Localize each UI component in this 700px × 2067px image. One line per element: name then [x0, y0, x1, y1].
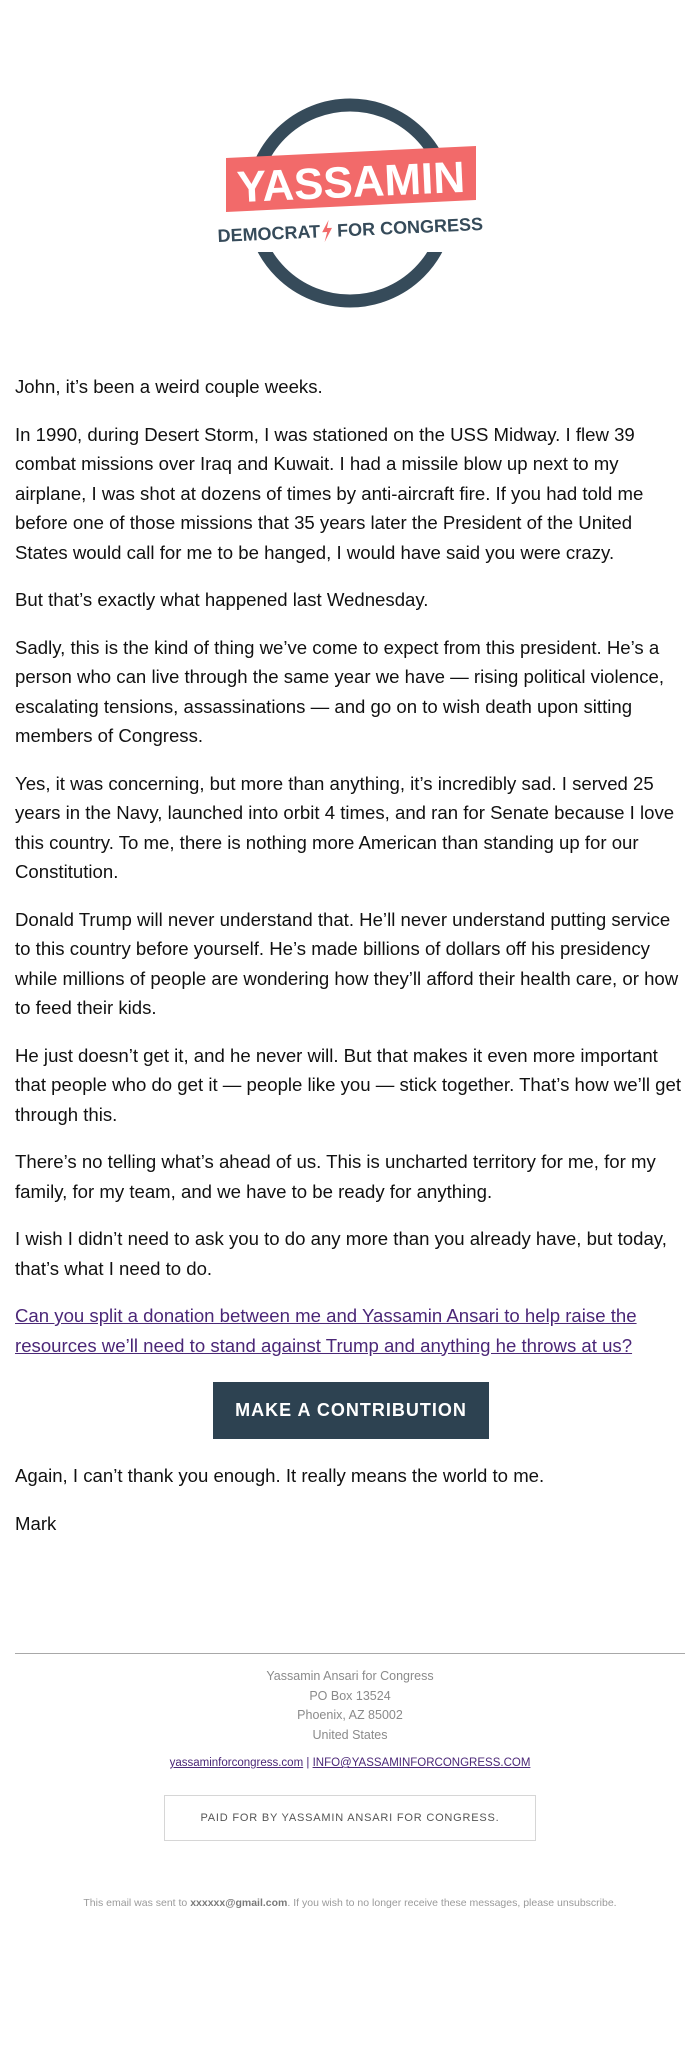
body-paragraph: In 1990, during Desert Storm, I was stationed on the USS Midway. I flew 39 combat missions over Iraq and Kuwait. I had a missile blow up next to my airplane, I was shot at dozens of times by anti-aircraft fire. If you had told me before one of those missions that 35 years later the President of the United States would call for me to be hanged, I would have said you were crazy.	[15, 423, 644, 563]
website-link[interactable]: yassaminforcongress.com	[169, 1757, 304, 1769]
campaign-logo	[210, 88, 490, 318]
body-paragraph: He just doesn’t get it, and he never will. But that makes it even more important that people who do get it — people like you — stick together. That’s how we’ll get through this.	[15, 1044, 681, 1125]
address-line-2: Phoenix, AZ 85002	[297, 1708, 403, 1722]
signature: Mark	[15, 1512, 57, 1534]
footer-links	[15, 1757, 685, 1769]
body-paragraph: There’s no telling what’s ahead of us. This is uncharted territory for me, for my family, for my team, and we have to be ready for anything.	[15, 1151, 656, 1202]
donation-ask-link[interactable]: Can you split a donation between me and Yassamin Ansari to help raise the resources we’ll need to stand against Trump and anything he throws at us?	[15, 1305, 637, 1356]
header-logo-area	[0, 0, 700, 360]
unsub-prefix: This email was sent to	[83, 1897, 191, 1909]
paid-for-disclaimer: PAID FOR BY YASSAMIN ANSARI FOR CONGRESS.	[164, 1795, 536, 1841]
body-paragraph: I wish I didn’t need to ask you to do any more than you already have, but today, that’s what I need to do.	[15, 1228, 667, 1279]
email-link[interactable]: INFO@YASSAMINFORCONGRESS.COM	[312, 1757, 531, 1769]
mailing-address	[15, 1667, 685, 1745]
email-body	[15, 372, 687, 1556]
link-separator: |	[306, 1757, 310, 1769]
logo-office: FOR CONGRESS	[336, 213, 484, 241]
body-paragraph: But that’s exactly what happened last Wednesday.	[15, 589, 429, 610]
email-footer	[15, 1653, 685, 1909]
body-paragraph: Donald Trump will never understand that. He’ll never understand putting service to this country before yourself. He’s made billions of dollars off his presidency while millions of people are wondering how they’ll afford their health care, or how to feed their kids.	[15, 908, 679, 1018]
closing-paragraph: Again, I can’t thank you enough. It really means the world to me.	[15, 1465, 545, 1486]
logo-name: YASSAMIN	[235, 152, 467, 213]
make-contribution-button[interactable]: MAKE A CONTRIBUTION	[213, 1382, 489, 1439]
contribution-button-row	[15, 1382, 687, 1439]
recipient-email: xxxxxx@gmail.com	[190, 1897, 288, 1909]
body-paragraph: Yes, it was concerning, but more than anything, it’s incredibly sad. I served 25 years in the Navy, launched into orbit 4 times, and ran for Senate because I love this country. To me, there is nothing more American than standing up for our Constitution.	[15, 772, 675, 882]
greeting-paragraph: John, it’s been a weird couple weeks.	[15, 376, 323, 397]
address-line-1: PO Box 13524	[309, 1688, 391, 1703]
unsub-suffix[interactable]: . If you wish to no longer receive these messages, please unsubscribe.	[287, 1897, 617, 1909]
body-paragraph: Sadly, this is the kind of thing we’ve come to expect from this president. He’s a person who can live through the same year we have — rising political violence, escalating tensions, assassinations — and go on to wish death upon sitting members of Congress.	[15, 636, 665, 746]
footer-divider	[15, 1653, 685, 1654]
org-name: Yassamin Ansari for Congress	[266, 1669, 434, 1683]
logo-party: DEMOCRAT	[217, 221, 321, 247]
unsubscribe-notice	[15, 1897, 685, 1909]
address-country: United States	[312, 1727, 388, 1742]
